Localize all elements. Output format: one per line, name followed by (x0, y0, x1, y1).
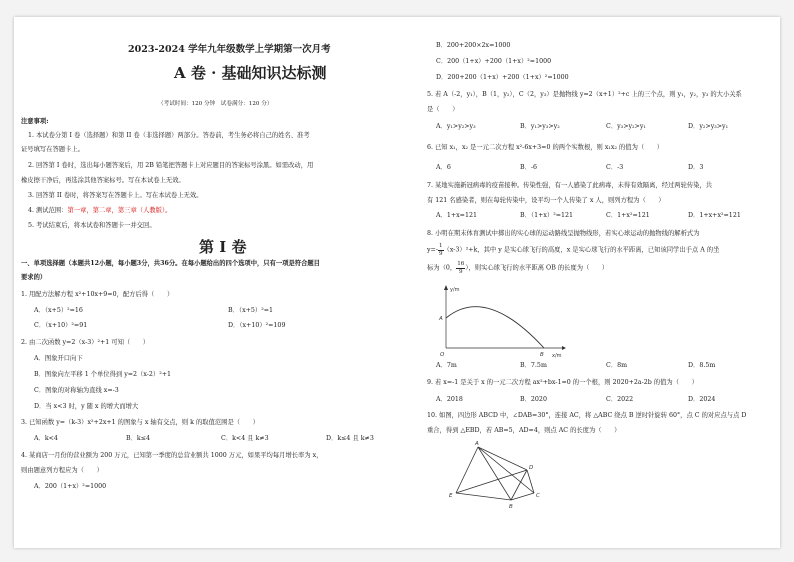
q8-x-label: x/m (552, 353, 562, 359)
q8-trajectory (446, 307, 544, 348)
note-4-scope: 第一章，第二章，第三章（人教版）。 (67, 207, 172, 214)
q8-figure (434, 282, 574, 364)
q1-stem: 1. 用配方法解方程 x²+10x+9=0，配方后得（ ） (21, 291, 174, 298)
q6-stem: 6. 已知 x₁，x₂ 是一元二次方程 x²-6x+3=0 的两个实数根，则 x₁x₂ 的值为（ ） (427, 144, 664, 151)
q8-stem-3 (427, 261, 608, 281)
q6-option-d: D．3 (688, 164, 704, 171)
note-2a: 2. 回答第 I 卷时，选出每小题答案后，用 2B 铅笔把答题卡上对应题目的答案标号涂黑。如需改动，用 (28, 162, 314, 169)
note-5: 5. 考试结束后，将本试卷和答题卡一并交回。 (28, 222, 156, 229)
q8-stem-2-start: y=- (427, 246, 438, 254)
q10-stem-2: 重合，得到 △EBD，若 AB=5，AD=4，则点 AC 的长度为（ ） (427, 427, 621, 434)
q5-option-d: D．y₂>y₃>y₁ (688, 123, 729, 130)
exam-info: （考试时间：120 分钟 试卷满分：120 分） (158, 101, 273, 107)
q3-option-a: A．k<4 (34, 435, 58, 442)
exam-subtitle: A 卷 · 基础知识达标测 (174, 64, 327, 82)
q4-option-b: B．200+200×2x=1000 (436, 42, 511, 49)
note-1a: 1. 本试卷分第 I 卷（选择题）和第 II 卷（非选择题）两部分。答卷前，考生务必将自己的姓名、准考 (28, 132, 310, 139)
q7-option-a: A．1+x=121 (436, 212, 477, 219)
q7-option-c: C．1+x²=121 (606, 212, 650, 219)
q10-segment-eb (456, 493, 511, 500)
q2-option-c: C．图象的对称轴为直线 x=-3 (34, 387, 119, 394)
note-3: 3. 回答第 II 卷时，将答案写在答题卡上。写在本试卷上无效。 (28, 192, 203, 199)
notes-heading: 注意事项: (21, 118, 49, 125)
note-4 (28, 207, 171, 215)
q7-stem-2: 有 121 名感染者，则在每轮传染中，设平均一个人传染了 x 人，则列方程为（ ） (427, 197, 665, 204)
q8-point-o: O (440, 352, 445, 358)
q1-option-d: D．（x+10）²=109 (228, 322, 286, 329)
q6-option-c: C．-3 (606, 164, 624, 171)
q8-fraction-2-den: 9 (458, 269, 463, 275)
q7-option-b: B．（1+x）²=121 (520, 212, 574, 219)
q5-stem-1: 5. 若 A（-2，y₁），B（1，y₂），C（2，y₃）是抛物线 y=2（x+1）²+c 上的三个点，则 y₁，y₂，y₃ 的大小关系 (427, 91, 742, 98)
q6-option-b: B．-6 (520, 164, 538, 171)
q7-stem-1: 7. 某地实施新冠病毒的疫苗接种。传染性强，有一人感染了此病毒，未得有效隔离，经过两轮传染，共 (427, 182, 713, 189)
q8-stem-2 (427, 243, 719, 263)
q10-label-d: D (529, 465, 534, 471)
q8-y-arrow (444, 285, 448, 290)
q4-option-a: A．200（1+x）²=1000 (34, 483, 107, 490)
q2-option-d: D．当 x<3 时，y 随 x 的增大而增大 (34, 403, 139, 410)
q3-option-c: C．k<4 且 k≠3 (221, 435, 269, 442)
q9-stem: 9. 若 x=-1 是关于 x 的一元二次方程 ax²+bx-1=0 的一个根，则 2020+2a-2b 的值为（ ） (427, 379, 698, 386)
q8-fraction-2 (456, 261, 465, 276)
q2-stem: 2. 由二次函数 y=2（x-3）²+1 可知（ ） (21, 339, 150, 346)
q7-option-d: D．1+x+x²=121 (688, 212, 741, 219)
note-2b: 橡皮擦干净后，再选涂其他答案标号。写在本试卷上无效。 (21, 177, 185, 184)
q8-stem-2-end: （x-3）²+k，其中 y 是实心球飞行的高度，x 是实心球飞行的水平距离，已知该同学出手点 A 的坐 (443, 246, 720, 254)
q10-figure (434, 437, 564, 517)
q8-fraction-2-num: 16 (457, 261, 465, 267)
q10-segment-ac (478, 447, 534, 493)
q8-y-label: y/m (450, 287, 460, 293)
q8-point-b: B (540, 352, 544, 358)
q8-stem-1: 8. 小明在期末体育测试中掷出的实心球的运动路线呈抛物线形，若实心球运动的抛物线的解析式为 (427, 230, 700, 237)
q8-option-d: D．8.5m (688, 362, 716, 369)
q10-label-c: C (536, 493, 540, 499)
q10-label-b: B (509, 504, 513, 510)
q10-label-a: A (475, 441, 479, 447)
q8-option-c: C．8m (606, 362, 628, 369)
q1-option-a: A．（x+5）²=16 (34, 307, 83, 314)
exam-page (14, 17, 780, 548)
q4-stem-1: 4. 某商店一月份的营业额为 200 万元，已知第一季度的总营业额共 1000 万元，如果平均每月增长率为 x， (21, 452, 323, 459)
section-title: 第 I 卷 (199, 238, 247, 256)
q3-option-d: D．k≤4 且 k≠3 (326, 435, 374, 442)
q8-x-arrow (562, 346, 566, 350)
q5-option-b: B．y₁>y₃>y₂ (520, 123, 560, 130)
q4-stem-2: 则由题意列方程应为（ ） (21, 467, 103, 474)
q8-option-a: A．7m (436, 362, 457, 369)
note-1b: 证号填写在答题卡上。 (21, 146, 84, 153)
q8-point-a: A (439, 316, 443, 322)
section-instruction-1: 一、单项选择题（本题共12小题，每小题3分，共36分。在每小题给出的四个选项中，只有一项是符合题目 (21, 260, 320, 267)
q10-segment-ae (456, 447, 478, 493)
q8-option-b: B．7.5m (520, 362, 547, 369)
q8-stem-3-start: 标为（0， (427, 264, 457, 272)
q5-stem-2: 是（ ） (427, 106, 459, 113)
q6-option-a: A．6 (436, 164, 451, 171)
q10-stem-1: 10. 如图，四边形 ABCD 中，∠DAB=30°，连接 AC，将 △ABC 绕点 B 逆时针旋转 60°，点 C 的对应点与点 D (427, 412, 747, 419)
q8-fraction-1-den: 9 (438, 251, 443, 257)
q4-option-c: C．200（1+x）+200（1+x）²=1000 (436, 58, 552, 65)
note-4-label: 4. 测试范围： (28, 207, 68, 214)
q4-option-d: D．200+200（1+x）+200（1+x）²=1000 (436, 74, 569, 81)
q8-stem-3-end: ），则实心球飞行的水平距离 OB 的长度为（ ） (465, 264, 609, 272)
q3-stem: 3. 已知函数 y=（k-3）x²+2x+1 的图象与 x 轴有交点，则 k 的取值范围是（ ） (21, 419, 259, 426)
q2-option-a: A．图象开口向下 (34, 355, 83, 362)
q8-fraction-1-num: 1 (438, 243, 443, 249)
q10-segment-dc (527, 470, 534, 493)
q9-option-a: A．2018 (436, 396, 463, 403)
q5-option-c: C．y₃>y₂>y₁ (606, 123, 646, 130)
q9-option-b: B．2020 (520, 396, 547, 403)
section-instruction-2: 要求的） (21, 274, 47, 281)
q1-option-b: B．（x+5）²=1 (228, 307, 274, 314)
q9-option-c: C．2022 (606, 396, 634, 403)
exam-title: 2023-2024 学年九年级数学上学期第一次月考 (128, 44, 331, 55)
q2-option-b: B．图象向左平移 1 个单位得到 y=2（x-2）²+1 (34, 371, 172, 378)
q9-option-d: D．2024 (688, 396, 716, 403)
q10-label-e: E (449, 493, 453, 499)
q1-option-c: C．（x+10）²=91 (34, 322, 88, 329)
q3-option-b: B．k≤4 (126, 435, 151, 442)
q5-option-a: A．y₁>y₂>y₃ (436, 123, 476, 130)
